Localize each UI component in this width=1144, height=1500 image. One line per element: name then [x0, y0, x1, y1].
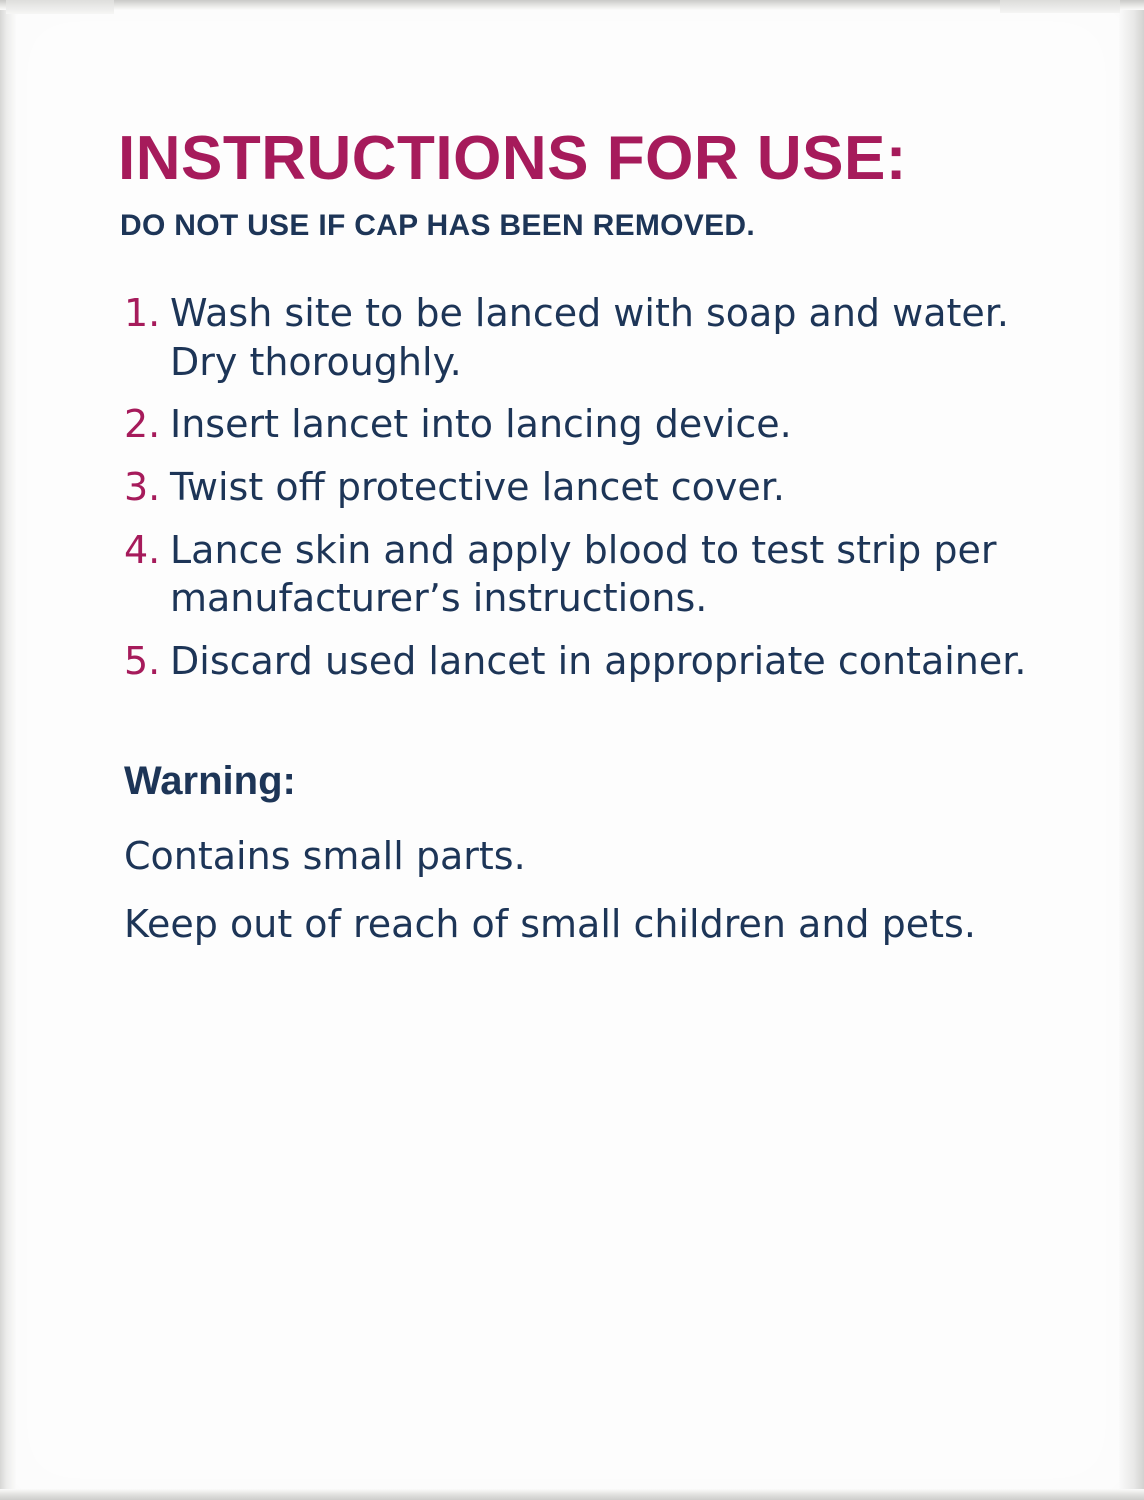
step-text: Lance skin and apply blood to test strip per manufacturer’s instructions. — [170, 527, 997, 621]
instructions-title: INSTRUCTIONS FOR USE: — [118, 124, 907, 193]
list-item — [118, 637, 1048, 686]
warning-line: Keep out of reach of small children and pets. — [124, 901, 976, 946]
carton-top-left-flap — [6, 0, 114, 14]
step-number: 3. — [124, 464, 161, 509]
list-item — [118, 463, 1048, 512]
instructions-subtitle-warning: DO NOT USE IF CAP HAS BEEN REMOVED. — [120, 209, 756, 243]
step-text: Discard used lancet in appropriate container. — [170, 638, 1027, 683]
carton-right-edge — [1119, 6, 1144, 1494]
step-text: Wash site to be lanced with soap and water. Dry thoroughly. — [170, 291, 1009, 384]
carton-left-edge — [0, 6, 16, 1494]
carton-bottom-edge — [0, 1489, 1144, 1500]
instructions-panel — [118, 126, 1048, 967]
carton-top-edge — [0, 0, 1144, 10]
list-item — [118, 526, 1048, 623]
warning-section — [118, 759, 1048, 949]
carton-top-right-flap — [1000, 0, 1120, 13]
instruction-steps-list — [118, 289, 1048, 685]
step-text: Twist off protective lancet cover. — [170, 464, 785, 509]
step-text: Insert lancet into lancing device. — [170, 402, 792, 447]
step-number: 4. — [124, 527, 161, 572]
step-number: 1. — [124, 291, 161, 336]
list-item — [118, 400, 1048, 449]
warning-line: Contains small parts. — [124, 834, 526, 879]
warning-heading: Warning: — [124, 759, 296, 804]
list-item — [118, 289, 1048, 386]
step-number: 2. — [124, 402, 161, 447]
step-number: 5. — [124, 638, 161, 683]
